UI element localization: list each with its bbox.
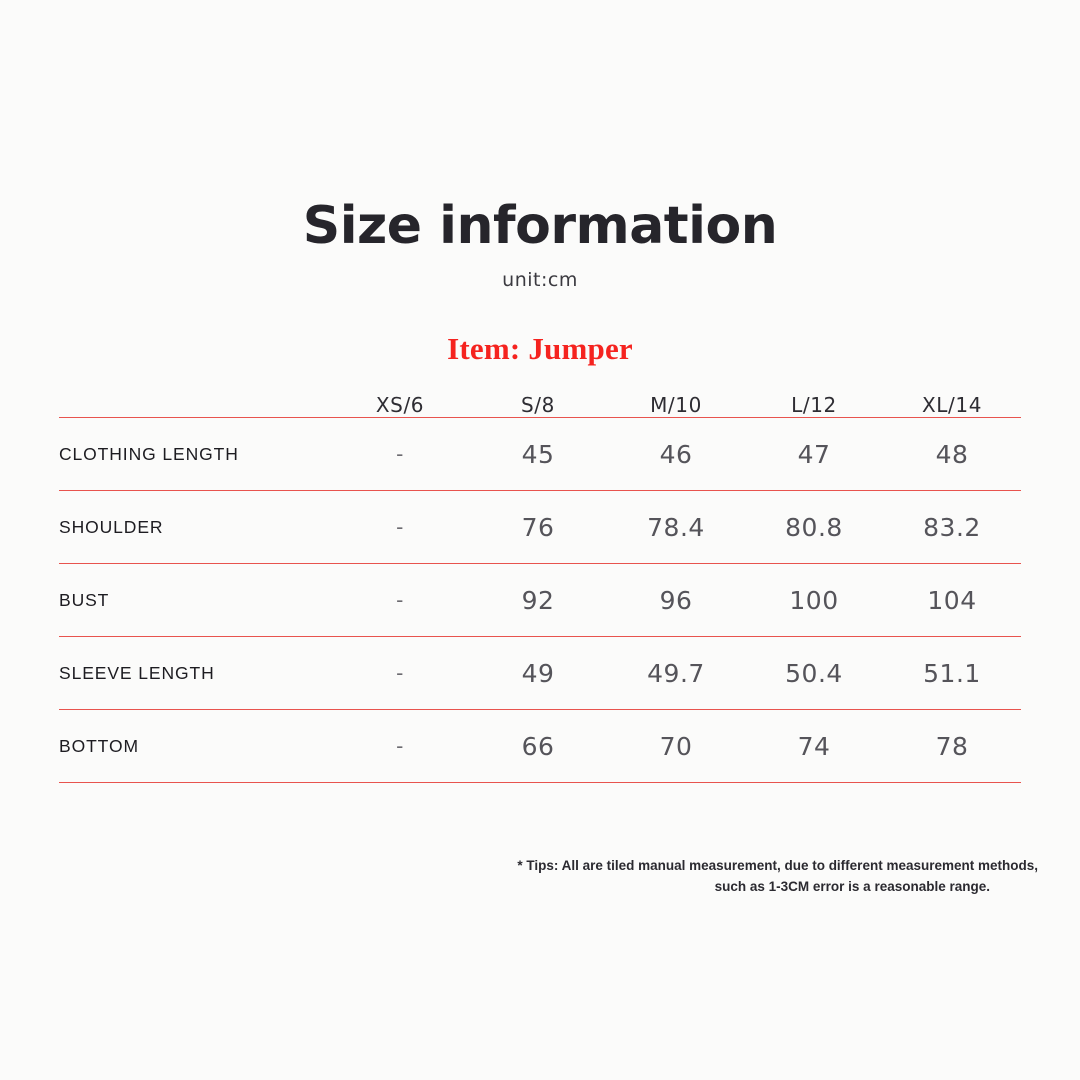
column-header-l: L/12 <box>791 393 837 418</box>
row-label-bust: BUST <box>59 564 331 637</box>
row-label-bottom: BOTTOM <box>59 710 331 783</box>
cell-sleeve-length-xs: - <box>331 637 469 710</box>
cell-bust-xl: 104 <box>883 564 1021 637</box>
cell-bust-s: 92 <box>469 564 607 637</box>
unit-label: unit:cm <box>502 269 578 292</box>
table-row <box>59 710 1021 783</box>
cell-shoulder-xs: - <box>331 491 469 564</box>
cell-shoulder-s: 76 <box>469 491 607 564</box>
table-row <box>59 418 1021 491</box>
cell-clothing-length-s: 45 <box>469 418 607 491</box>
column-header-xs: XS/6 <box>375 393 425 418</box>
cell-bottom-s: 66 <box>469 710 607 783</box>
column-header-m: M/10 <box>650 393 702 418</box>
cell-bust-m: 96 <box>607 564 745 637</box>
cell-clothing-length-m: 46 <box>607 418 745 491</box>
cell-clothing-length-l: 47 <box>745 418 883 491</box>
row-label-sleeve-length: SLEEVE LENGTH <box>59 637 331 710</box>
row-label-clothing-length: CLOTHING LENGTH <box>59 418 331 491</box>
table-header-row <box>59 393 1021 418</box>
tips-line-1: * Tips: All are tiled manual measurement, due to different measurement methods, <box>517 858 1038 873</box>
cell-bust-xs: - <box>331 564 469 637</box>
measurement-tips <box>0 856 1038 898</box>
cell-sleeve-length-m: 49.7 <box>607 637 745 710</box>
table-row <box>59 491 1021 564</box>
cell-bottom-xl: 78 <box>883 710 1021 783</box>
cell-sleeve-length-xl: 51.1 <box>883 637 1021 710</box>
size-table-head <box>59 393 1021 418</box>
tips-line-2: such as 1-3CM error is a reasonable range. <box>714 878 990 894</box>
cell-bottom-m: 70 <box>607 710 745 783</box>
cell-shoulder-xl: 83.2 <box>883 491 1021 564</box>
cell-bust-l: 100 <box>745 564 883 637</box>
column-header-measurement <box>59 393 331 418</box>
size-table-body <box>59 418 1021 783</box>
cell-clothing-length-xs: - <box>331 418 469 491</box>
cell-shoulder-l: 80.8 <box>745 491 883 564</box>
item-name: Item: Jumper <box>447 331 633 367</box>
cell-bottom-xs: - <box>331 710 469 783</box>
cell-bottom-l: 74 <box>745 710 883 783</box>
column-header-s: S/8 <box>521 393 555 418</box>
cell-shoulder-m: 78.4 <box>607 491 745 564</box>
page-title: Size information <box>302 196 778 256</box>
size-table <box>59 393 1021 783</box>
column-header-xl: XL/14 <box>921 393 983 418</box>
page-header <box>0 0 1080 291</box>
table-row <box>59 637 1021 710</box>
cell-sleeve-length-l: 50.4 <box>745 637 883 710</box>
cell-sleeve-length-s: 49 <box>469 637 607 710</box>
row-label-shoulder: SHOULDER <box>59 491 331 564</box>
cell-clothing-length-xl: 48 <box>883 418 1021 491</box>
table-row <box>59 564 1021 637</box>
